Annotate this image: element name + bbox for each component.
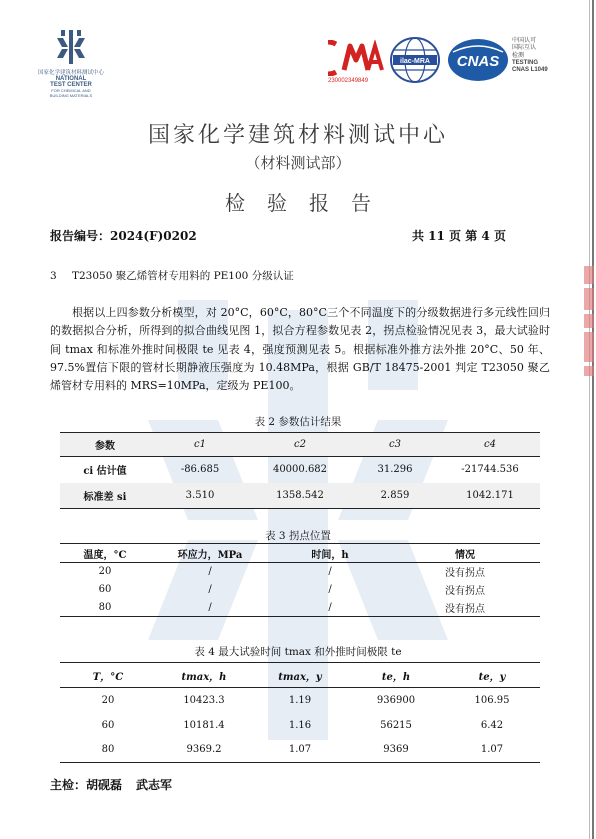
- table-header: T，°C: [92, 671, 124, 683]
- table-cell: 10181.4: [183, 719, 225, 731]
- seal-edge-stamp: [584, 262, 596, 382]
- table-cell: -86.685: [180, 464, 220, 476]
- table-cell: 936900: [376, 694, 416, 706]
- table-row: [60, 713, 540, 738]
- inflection-table: [60, 543, 540, 617]
- signer-label: 主检：: [50, 778, 87, 792]
- table-cell: 1358.542: [276, 489, 324, 501]
- table-row: [60, 738, 540, 763]
- table-cell: -21744.536: [461, 464, 519, 476]
- table-cell: 2.859: [380, 489, 410, 501]
- table-cell: 没有拐点: [445, 586, 485, 597]
- section-title: T23050 聚乙烯管材专用料的 PE100 分级认证: [72, 270, 294, 282]
- table-cell: /: [328, 584, 332, 595]
- cnas-info-line: CNAS L1049: [512, 67, 548, 74]
- table-row: [60, 599, 540, 617]
- section-heading: [50, 268, 294, 283]
- table-row: [60, 563, 540, 581]
- cma-mark-icon: [328, 40, 384, 76]
- org-logo-en-3: FOR CHEMICAL AND: [51, 88, 91, 93]
- parameter-table: [60, 432, 540, 509]
- table-cell: 40000.682: [272, 464, 328, 476]
- table-cell: /: [208, 601, 212, 613]
- table-cell: 1.16: [288, 719, 312, 731]
- page-title: 国家化学建筑材料测试中心: [147, 123, 448, 148]
- table-cell: ci 估计值: [83, 466, 127, 478]
- table-header-row: [60, 663, 540, 688]
- table-header-row: [60, 544, 540, 563]
- body-paragraph: 根据以上四参数分析模型，对 20°C，60°C，80°C三个不同温度下的分级数据进行多元线性回归的数据拟合分析，所得到的拟合曲线见图 1，拟合方程参数见表 2，拐点检验情况见表 3，最大试验时间 tmax 和标准外推时间极限 te 见表 4，强度预测见表 5。根据标准外推方法外推 20°C、50 年、97.5%置信下限的管材长期静液压强度为 10.48MPa，根据 GB/T 18475-2001 判定 T23050 聚乙烯管材专用料的 MRS=10MPa，定级为 PE100。: [50, 306, 550, 393]
- table-header: 温度，°C: [83, 549, 127, 561]
- ntc-emblem-icon: [57, 30, 85, 64]
- page-info: 共 11 页 第 4 页: [412, 229, 506, 243]
- table-cell: 20: [101, 694, 115, 706]
- table-cell: 9369: [383, 744, 409, 756]
- table-header: 环应力，MPa: [177, 549, 243, 561]
- report-number: 报告编号：2024(F)0202: [50, 229, 197, 243]
- table-cell: /: [208, 566, 212, 578]
- table-row: [60, 457, 540, 483]
- table-cell: 20: [98, 566, 112, 578]
- table-cell: 标准差 si: [83, 491, 127, 503]
- cnas-info-line: 中国认可: [512, 38, 537, 44]
- cnas-info-line: TESTING: [512, 59, 539, 66]
- table-cell: 3.510: [185, 489, 215, 501]
- org-logo-en-1: NATIONAL: [55, 76, 87, 82]
- table-row: [60, 581, 540, 599]
- table-cell: 9369.2: [186, 744, 222, 756]
- table-header-row: [60, 433, 540, 457]
- table-cell: 56215: [380, 719, 412, 731]
- table-cell: 80: [101, 744, 115, 756]
- page-subtitle: （材料测试部）: [245, 154, 351, 172]
- table-cell: 1.07: [480, 744, 504, 756]
- table-cell: 1042.171: [466, 489, 514, 501]
- table-cell: 没有拐点: [445, 603, 485, 615]
- table-cell: 60: [98, 584, 112, 595]
- table-cell: 1.07: [288, 744, 312, 756]
- table-header: te，y: [478, 671, 506, 683]
- inspector-signature: [50, 776, 186, 793]
- table-header: 情况: [455, 549, 475, 561]
- table-cell: 6.42: [480, 719, 504, 731]
- table4-caption: 表 4 最大试验时间 tmax 和外推时间极限 te: [194, 646, 402, 658]
- table-header: te，h: [381, 671, 411, 683]
- table-cell: 106.95: [474, 694, 510, 706]
- table-cell: /: [328, 601, 332, 613]
- table-header: tmax，y: [278, 671, 322, 683]
- cnas-info: [512, 38, 548, 74]
- table-header: c1: [194, 439, 206, 450]
- org-logo-cn: 国家化学建筑材料测试中心: [37, 70, 104, 76]
- table3-caption: 表 3 拐点位置: [265, 530, 331, 542]
- ilac-text: ilac-MRA: [400, 58, 430, 65]
- table-cell: /: [208, 584, 212, 595]
- signer-name: 武志军: [136, 778, 173, 792]
- org-logo-en-4: BUILDING MATERIALS: [49, 93, 93, 98]
- table-header: tmax，h: [181, 671, 227, 683]
- table2-caption: 表 2 参数估计结果: [254, 416, 342, 428]
- table-cell: 没有拐点: [445, 568, 485, 580]
- table-header: 时间，h: [311, 549, 349, 561]
- report-title: 检验报告: [225, 191, 393, 215]
- org-logo-en-2: TEST CENTER: [50, 82, 92, 88]
- table-cell: 80: [98, 601, 112, 613]
- cnas-text: CNAS: [456, 53, 500, 70]
- cnas-logo-icon: [447, 38, 509, 82]
- table-cell: 60: [101, 719, 115, 731]
- ilac-mra-icon: [389, 36, 441, 84]
- table-cell: 1.19: [288, 694, 312, 706]
- org-logo: [26, 30, 116, 98]
- cnas-info-line: 国际互认: [512, 45, 537, 52]
- table-cell: 10423.3: [183, 694, 225, 706]
- table-row: [60, 483, 540, 509]
- table-header: c4: [484, 439, 496, 450]
- max-time-table: [60, 662, 540, 763]
- table-header: 参数: [95, 441, 115, 452]
- table-cell: /: [328, 566, 332, 578]
- table-header: c2: [294, 439, 306, 450]
- table-header: c3: [389, 439, 401, 450]
- section-number: 3: [50, 270, 57, 282]
- signer-name: 胡砚磊: [86, 778, 123, 792]
- cnas-info-line: 检测: [512, 52, 525, 59]
- table-row: [60, 688, 540, 713]
- table-cell: 31.296: [377, 464, 413, 476]
- cma-number: 230002349849: [328, 78, 369, 84]
